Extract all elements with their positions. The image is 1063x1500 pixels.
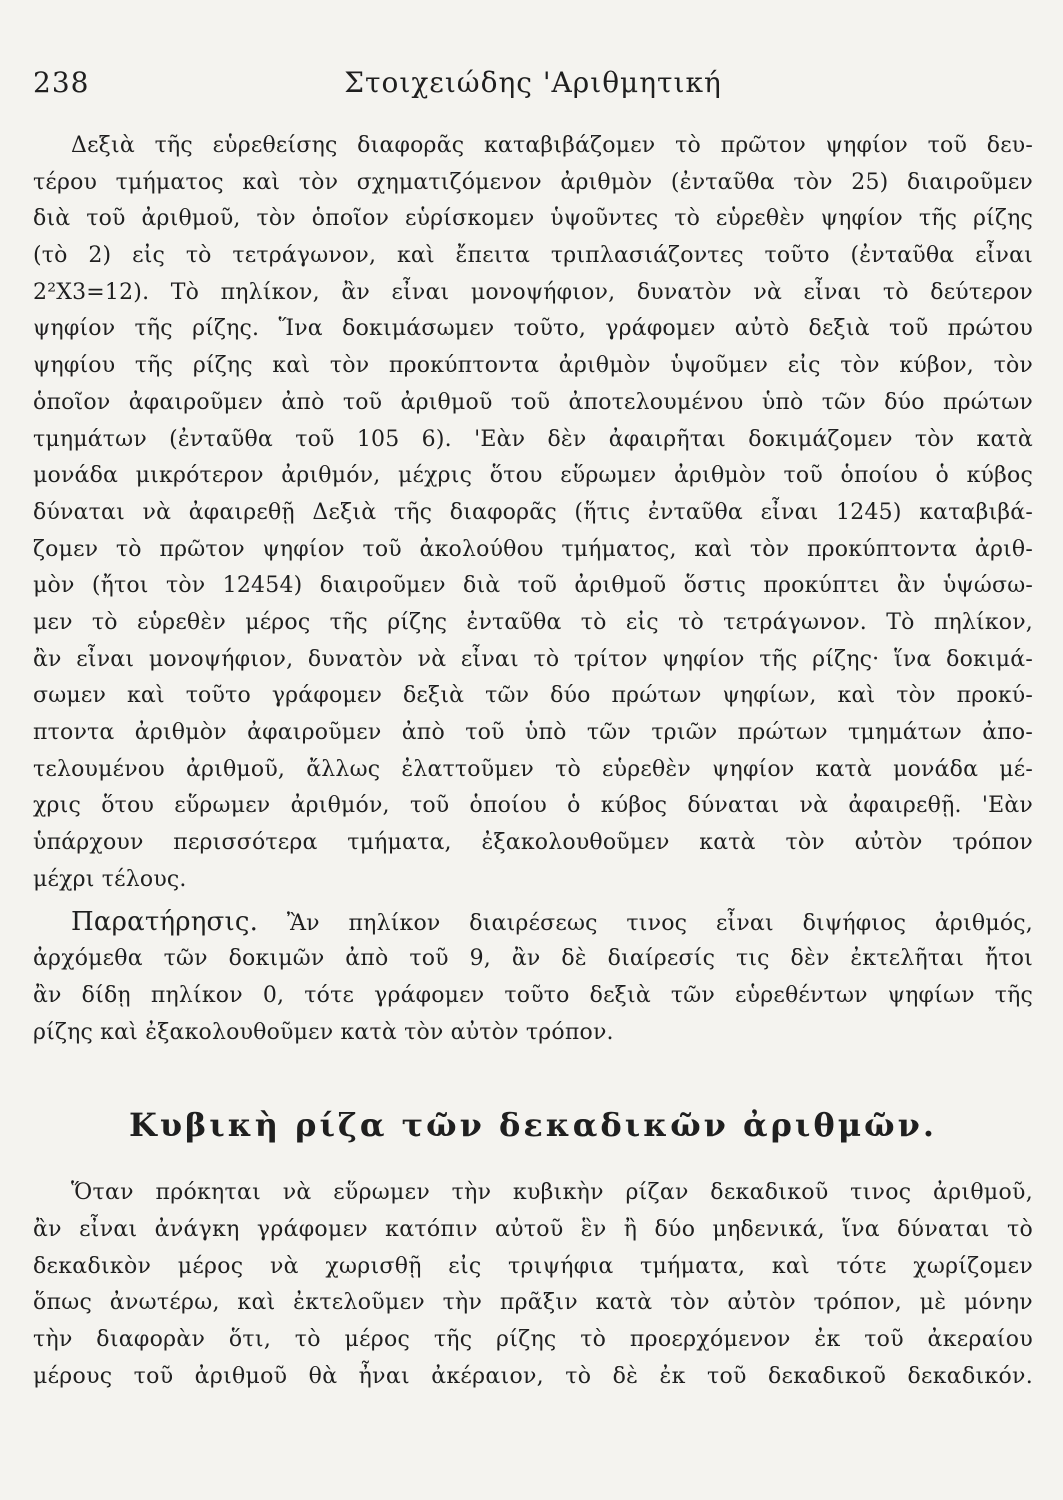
text-line: μέρους τοῦ ἀριθμοῦ θὰ ἦναι ἀκέραιον, τὸ δὲ ἐκ τοῦ δεκαδικοῦ δεκαδικόν. xyxy=(33,1363,1033,1389)
text-line: ὅπως ἀνωτέρω, καὶ ἐκτελοῦμεν τὴν πρᾶξιν κατὰ τὸν αὐτὸν τρόπον, μὲ μόνην xyxy=(33,1290,1033,1316)
text-line: ρίζης καὶ ἐξακολουθοῦμεν κατὰ τὸν αὐτὸν τρόπον. xyxy=(33,1019,614,1045)
text-line: τελουμένου ἀριθμοῦ, ἄλλως ἐλαττοῦμεν τὸ εὑρεθὲν ψηφίον κατὰ μονάδα μέ- xyxy=(33,756,1033,782)
text-line: τὴν διαφορὰν ὅτι, τὸ μέρος τῆς ρίζης τὸ προερχόμενον ἐκ τοῦ ἀκεραίου xyxy=(33,1326,1033,1352)
text-line: τμημάτων (ἐνταῦθα τοῦ 105 6). 'Εὰν δὲν ἀφαιρῆται δοκιμάζομεν τὸν κατὰ xyxy=(33,426,1033,452)
text-line: δύναται νὰ ἀφαιρεθῇ Δεξιὰ τῆς διαφορᾶς (ἥτις ἐνταῦθα εἶναι 1245) καταβιβά- xyxy=(33,499,1033,525)
remark-label: Παρατήρησις. xyxy=(71,907,259,938)
text-line: σωμεν καὶ τοῦτο γράφομεν δεξιὰ τῶν δύο πρώτων ψηφίων, καὶ τὸν προκύ- xyxy=(33,683,1033,709)
text-line: ζομεν τὸ πρῶτον ψηφίον τοῦ ἀκολούθου τμήματος, καὶ τὸν προκύπτοντα ἀριθ- xyxy=(33,536,1033,562)
paragraph-cube-root-procedure xyxy=(33,128,1033,898)
section-heading: Κυβικὴ ρίζα τῶν δεκαδικῶν ἀριθμῶν. xyxy=(129,1106,937,1145)
text-line: διὰ τοῦ ἀριθμοῦ, τὸν ὁποῖον εὑρίσκομεν ὑψοῦντες τὸ εὑρεθὲν ψηφίον τῆς ρίζης xyxy=(33,206,1033,232)
text-line: ὑπάρχουν περισσότερα τμήματα, ἐξακολουθοῦμεν κατὰ τὸν αὐτὸν τρόπον xyxy=(33,830,1033,856)
text-line: μέχρι τέλους. xyxy=(33,866,187,892)
text-line: Ὅταν πρόκηται νὰ εὕρωμεν τὴν κυβικὴν ρίζαν δεκαδικοῦ τινος ἀριθμοῦ, xyxy=(71,1180,1033,1206)
paragraph-remark xyxy=(33,904,1033,1051)
text-line: τέρου τμήματος καὶ τὸν σχηματιζόμενον ἀριθμὸν (ἐνταῦθα τὸν 25) διαιροῦμεν xyxy=(33,169,1033,195)
text-line: ψηφίου τῆς ρίζης καὶ τὸν προκύπτοντα ἀριθμὸν ὑψοῦμεν εἰς τὸν κύβον, τὸν xyxy=(33,353,1033,379)
text-line: μεν τὸ εὑρεθὲν μέρος τῆς ρίζης ἐνταῦθα τὸ εἰς τὸ τετράγωνον. Τὸ πηλίκον, xyxy=(33,609,1033,635)
text-line: χρις ὅτου εὕρωμεν ἀριθμόν, τοῦ ὁποίου ὁ κύβος δύναται νὰ ἀφαιρεθῇ. 'Εὰν xyxy=(33,793,1033,819)
text-line: (τὸ 2) εἰς τὸ τετράγωνον, καὶ ἔπειτα τριπλασιάζοντες τοῦτο (ἐνταῦθα εἶναι xyxy=(33,243,1033,269)
text-line: ἂν εἶναι μονοψήφιον, δυνατὸν νὰ εἶναι τὸ τρίτον ψηφίον τῆς ρίζης· ἵνα δοκιμά- xyxy=(33,646,1033,672)
page-number: 238 xyxy=(33,66,90,99)
remark-text: Ἂν πηλίκον διαιρέσεως τινος εἶναι διψήφιος ἀριθμός, xyxy=(258,911,1033,937)
text-line: ψηφίον τῆς ρίζης. Ἵνα δοκιμάσωμεν τοῦτο, γράφομεν αὐτὸ δεξιὰ τοῦ πρώτου xyxy=(33,316,1033,342)
text-line: ἂν εἶναι ἀνάγκη γράφομεν κατόπιν αὐτοῦ ἓν ἢ δύο μηδενικά, ἵνα δύναται τὸ xyxy=(33,1216,1033,1242)
running-head xyxy=(33,66,1033,116)
text-line: δεκαδικὸν μέρος νὰ χωρισθῇ εἰς τριψήφια τμήματα, καὶ τότε χωρίζομεν xyxy=(33,1253,1033,1279)
text-line: ἂν δίδῃ πηλίκον 0, τότε γράφομεν τοῦτο δεξιὰ τῶν εὑρεθέντων ψηφίων τῆς xyxy=(33,982,1033,1008)
text-line: μὸν (ἤτοι τὸν 12454) διαιροῦμεν διὰ τοῦ ἀριθμοῦ ὅστις προκύπτει ἂν ὑψώσω- xyxy=(33,573,1033,599)
text-line: Δεξιὰ τῆς εὑρεθείσης διαφορᾶς καταβιβάζομεν τὸ πρῶτον ψηφίον τοῦ δευ- xyxy=(71,133,1033,158)
text-line xyxy=(33,904,1033,941)
text-line: μονάδα μικρότερον ἀριθμόν, μέχρις ὅτου εὕρωμεν ἀριθμὸν τοῦ ὁποίου ὁ κύβος xyxy=(33,463,1033,489)
text-line: ἀρχόμεθα τῶν δοκιμῶν ἀπὸ τοῦ 9, ἂν δὲ διαίρεσίς τις δὲν ἐκτελῆται ἤτοι xyxy=(33,946,1033,972)
running-title: Στοιχειώδης 'Αριθμητική xyxy=(344,66,722,99)
text-line: ὁποῖον ἀφαιροῦμεν ἀπὸ τοῦ ἀριθμοῦ τοῦ ἀποτελουμένου ὑπὸ τῶν δύο πρώτων xyxy=(33,389,1033,415)
text-line: 2²X3=12). Τὸ πηλίκον, ἂν εἶναι μονοψήφιον, δυνατὸν νὰ εἶναι τὸ δεύτερον xyxy=(33,279,1033,305)
paragraph-decimal-cube-root xyxy=(33,1175,1033,1395)
text-line: πτοντα ἀριθμὸν ἀφαιροῦμεν ἀπὸ τοῦ ὑπὸ τῶν τριῶν πρώτων τμημάτων ἀπο- xyxy=(33,720,1033,745)
